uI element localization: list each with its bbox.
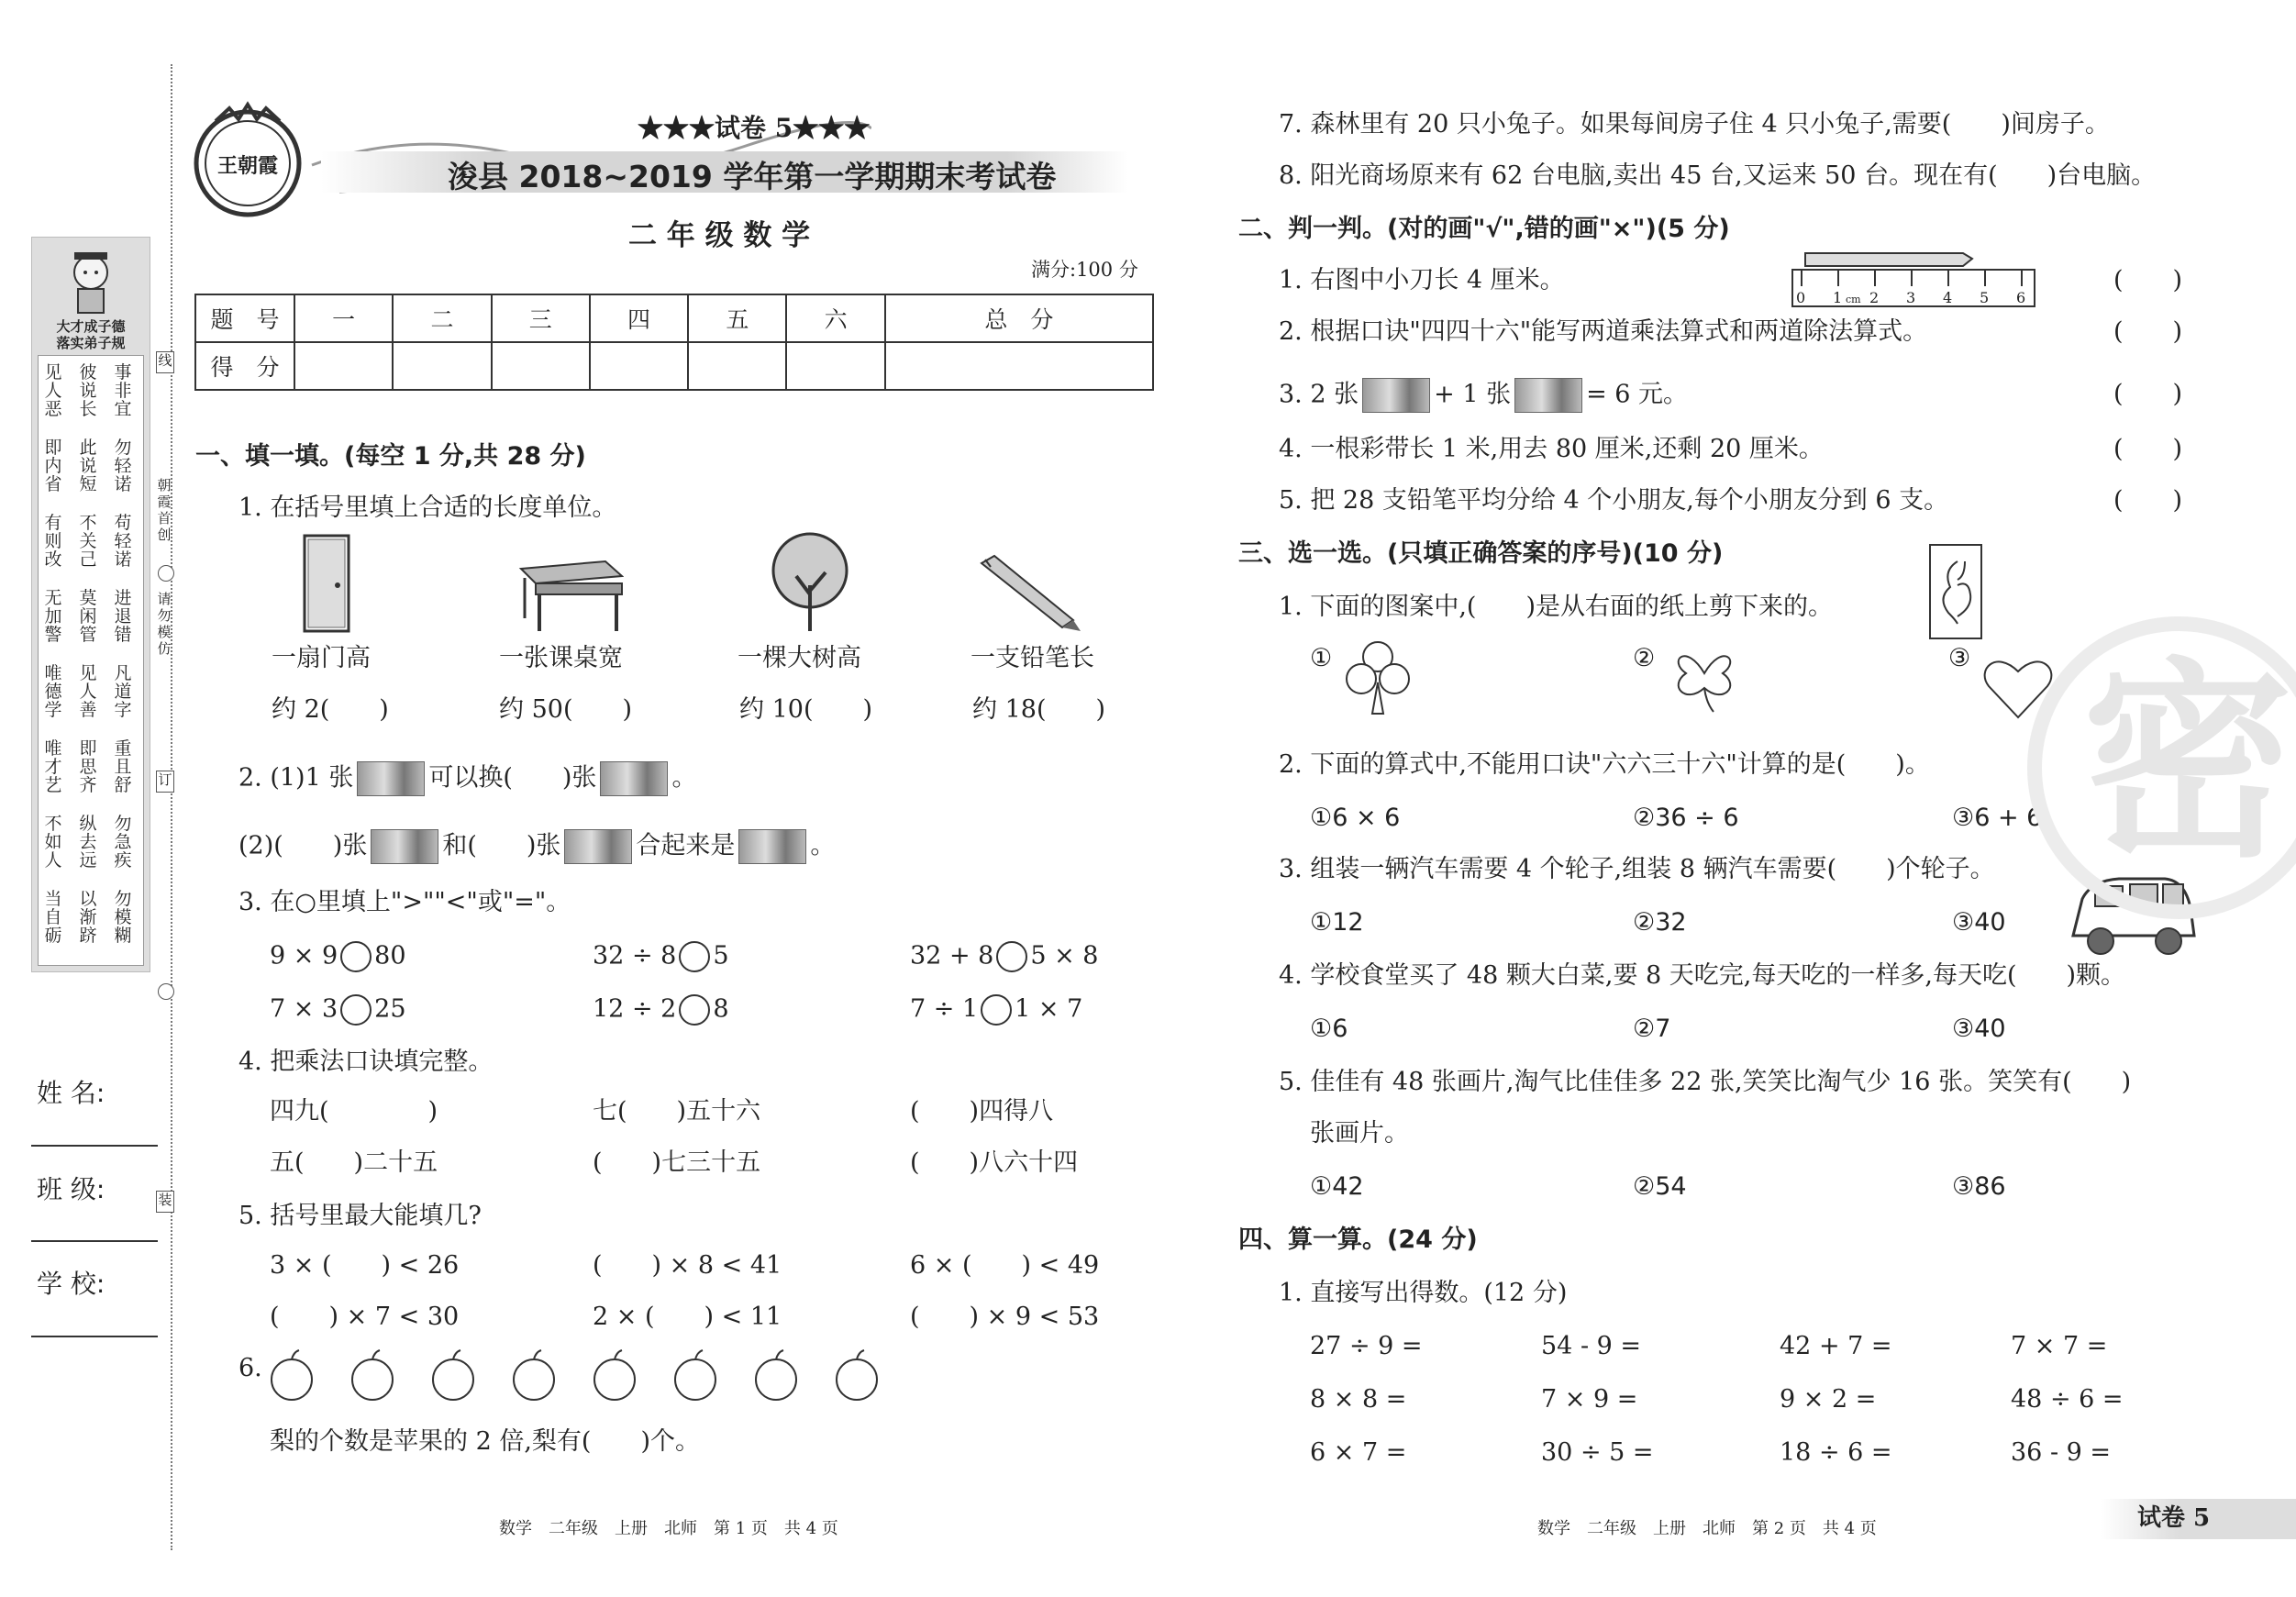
score-cell[interactable] [294,342,393,390]
compare-left: 12 ÷ 2 [593,994,677,1024]
ruler-unit: cm [1846,294,1861,305]
school-field[interactable] [31,1336,158,1337]
judge-blank[interactable]: ( ) [2113,486,2183,515]
calc-item[interactable]: 7 × 9 = [1541,1385,1638,1414]
poem-col: 莫闲管 [79,588,97,645]
compare-item [593,941,729,972]
class-label: 班 级: [37,1174,105,1204]
ruler-number: 2 [1869,289,1880,306]
compare-circle[interactable] [679,994,710,1026]
judge-item: 4. 一根彩带长 1 米,用去 80 厘米,还剩 20 厘米。 [1279,435,1824,463]
answer-blank[interactable]: 2 × ( ) < 11 [593,1303,782,1331]
answer-blank[interactable]: 约 18( ) [972,695,1106,724]
judge-item: 5. 把 28 支铅笔平均分给 4 个小朋友,每个小朋友分到 6 支。 [1279,486,1949,515]
option-label[interactable]: ② [1633,644,1656,672]
desk-icon [514,550,624,633]
table-cell: 六 [786,294,884,342]
score-cell[interactable] [590,342,688,390]
judge-blank[interactable]: ( ) [2113,435,2183,463]
answer-blank[interactable]: 约 50( ) [499,695,633,724]
banknote-20-icon [371,829,438,864]
poem-col: 彼说长 [79,362,97,419]
question-text[interactable]: 3. 组装一辆汽车需要 4 个轮子,组装 8 辆汽车需要( )个轮子。 [1279,855,1995,883]
calc-item[interactable]: 18 ÷ 6 = [1780,1438,1892,1467]
poem-col: 事非宜 [114,362,132,419]
apple-icon [675,1350,715,1400]
option-label[interactable]: ③6 + 6 [1952,804,2043,832]
ruler-number: 1 [1833,289,1843,306]
compare-item [910,941,1098,972]
q2-part: 。 [810,831,836,860]
compare-right: 5 [713,941,729,970]
exam-subtitle: 二 年 级 数 学 [628,219,811,252]
calc-item[interactable]: 36 - 9 = [2011,1438,2112,1467]
club-shape-icon [1341,637,1414,719]
answer-blank[interactable]: ( ) × 9 < 53 [910,1303,1100,1331]
compare-left: 7 ÷ 1 [910,994,979,1024]
score-cell[interactable] [885,342,1153,390]
section-heading: 二、判一判。(对的画"√",错的画"×")(5 分) [1238,215,1730,243]
compare-item [270,941,406,972]
school-label: 学 校: [37,1269,105,1299]
q2-part: 2. (1)1 张 [238,763,354,793]
compare-circle[interactable] [996,941,1027,972]
table-cell: 得 分 [195,342,294,390]
poem-col: 勿轻诺 [114,438,132,494]
poem-col: 勿模糊 [114,889,132,946]
score-cell[interactable] [492,342,590,390]
section-heading: 四、算一算。(24 分) [1238,1225,1478,1254]
table-cell: 三 [492,294,590,342]
score-cell[interactable] [786,342,884,390]
judge-item: 1. 右图中小刀长 4 厘米。 [1279,266,1565,294]
table-row [195,342,1153,390]
tree-icon [769,530,851,635]
question-text[interactable]: 2. 下面的算式中,不能用口诀"六六三十六"计算的是( )。 [1279,750,1930,779]
exam-title: 浚县 2018~2019 学年第一学期期末考试卷 [448,159,1057,194]
sidebar-heading: 大才成子德 落实弟子规 [56,318,126,351]
option-label[interactable]: ①6 × 6 [1310,804,1401,832]
logo-text: 王朝霞 [216,154,279,178]
compare-circle[interactable] [340,994,372,1026]
score-table [194,294,1154,391]
banknote-50-icon [738,829,806,864]
compare-circle[interactable] [679,941,710,972]
apple-icon [594,1350,635,1400]
question-text: 5. 括号里最大能填几? [238,1202,482,1230]
banknote-10-icon [600,761,668,796]
table-cell: 总 分 [885,294,1153,342]
option-label[interactable]: ②7 [1633,1015,1671,1043]
poem-col: 重且舒 [114,738,132,795]
banknote-2-icon [1362,378,1430,413]
compare-circle[interactable] [340,941,372,972]
calc-item[interactable]: 9 × 2 = [1780,1385,1877,1414]
binding-hole-icon [158,983,174,1000]
compare-right: 25 [374,994,406,1024]
compare-right: 1 × 7 [1015,994,1083,1024]
apple-icon [433,1350,473,1400]
poem-col: 有则改 [44,513,62,570]
binding-note: 请勿模仿 [157,591,172,657]
judge-item [1279,378,1688,413]
calc-item[interactable]: 30 ÷ 5 = [1541,1438,1654,1467]
name-field[interactable] [31,1145,158,1147]
option-label[interactable]: ②54 [1633,1172,1687,1201]
full-score: 满分:100 分 [1031,259,1138,281]
binding-note: 朝霞首创 [157,477,172,543]
poem-col: 勿急疾 [114,814,132,871]
question-text[interactable]: 1. 下面的图案中,( )是从右面的纸上剪下来的。 [1279,593,1833,621]
paper-number-label: 试卷 5 [2137,1504,2211,1532]
apple-icon [514,1350,554,1400]
item-label: 一扇门高 [272,644,371,672]
compare-circle[interactable] [981,994,1012,1026]
option-label[interactable]: ③40 [1952,908,2006,937]
ruler-number: 6 [2016,289,2026,306]
table-cell: 二 [393,294,491,342]
question-text[interactable]: 5. 佳佳有 48 张画片,淘气比佳佳多 22 张,笑笑比淘气少 16 张。笑笑有( ) [1279,1068,2132,1096]
sidebar-panel [31,237,150,972]
judge-text: 3. 2 张 [1279,380,1359,409]
marker-text: 线 [158,352,172,369]
publisher-logo [188,101,307,220]
item-label: 一支铅笔长 [971,644,1094,672]
poem-col: 以渐跻 [79,889,97,946]
compare-right: 5 × 8 [1030,941,1099,970]
calc-item[interactable]: 7 × 7 = [2011,1332,2108,1360]
answer-blank[interactable]: 七( )五十六 [593,1097,761,1126]
answer-blank[interactable]: 五( )二十五 [270,1148,438,1177]
option-label[interactable]: ③40 [1952,1015,2006,1043]
question-text[interactable]: 4. 学校食堂买了 48 颗大白菜,要 8 天吃完,每天吃的一样多,每天吃( )颗。 [1279,961,2126,990]
question-text: 3. 在○里填上">""<"或"="。 [238,888,571,916]
question-text [238,829,835,864]
apple-icon [756,1350,796,1400]
answer-blank[interactable]: 约 2( ) [272,695,389,724]
page-footer: 数学 二年级 上册 北师 第 1 页 共 4 页 [499,1519,838,1538]
class-field[interactable] [31,1240,158,1242]
question-text[interactable]: 8. 阳光商场原来有 62 台电脑,卖出 45 台,又运来 50 台。现在有( )台电脑。 [1279,161,2157,190]
item-label: 一张课桌宽 [499,644,623,672]
poem-col: 凡道字 [114,663,132,720]
score-cell[interactable] [393,342,491,390]
compare-item [593,994,729,1026]
binding-dotted-line [171,64,172,1550]
compare-left: 7 × 3 [270,994,338,1024]
answer-blank[interactable]: 3 × ( ) < 26 [270,1251,460,1280]
answer-blank[interactable]: ( ) × 8 < 41 [593,1251,782,1280]
binding-marker [156,351,174,373]
answer-blank[interactable]: ( )四得八 [910,1097,1054,1126]
poem-col: 唯德学 [44,663,62,720]
compare-item [910,994,1082,1026]
calc-item[interactable]: 42 + 7 = [1780,1332,1892,1360]
scholar-cartoon-icon [54,245,128,318]
option-label[interactable]: ①12 [1310,908,1364,937]
option-label[interactable]: ①6 [1310,1015,1348,1043]
option-label[interactable]: ③86 [1952,1172,2006,1201]
option-label[interactable]: ①42 [1310,1172,1364,1201]
banknote-50-icon [357,761,425,796]
judge-blank[interactable]: ( ) [2113,317,2183,346]
answer-blank[interactable]: 四九( ) [270,1097,438,1126]
table-cell: 四 [590,294,688,342]
banknote-5-icon [564,829,632,864]
judge-text: + 1 张 [1434,380,1512,409]
calc-item[interactable]: 8 × 8 = [1310,1385,1407,1414]
poem-col: 当自砺 [44,889,62,946]
q2-part: 。 [671,763,697,793]
question-text [238,761,696,796]
question-text: 张画片。 [1310,1119,1409,1148]
q2-part[interactable]: 和( )张 [442,831,561,860]
apples-row [268,1348,910,1403]
item-label: 一棵大树高 [738,644,861,672]
binding-marker [156,1191,174,1213]
section-heading: 三、选一选。(只填正确答案的序号)(10 分) [1238,539,1724,568]
compare-left: 32 ÷ 8 [593,941,677,970]
option-label[interactable]: ②32 [1633,908,1687,937]
option-label[interactable]: ① [1310,644,1333,672]
ruler-icon [1789,250,2038,310]
compare-right: 8 [713,994,729,1024]
table-cell: 题 号 [195,294,294,342]
paper-badge: ★★★试卷 5★★★ [638,113,871,143]
table-row [195,294,1153,342]
q2-part[interactable]: 可以换( )张 [428,763,597,793]
answer-blank[interactable]: ( )八六十四 [910,1148,1079,1177]
answer-blank[interactable]: ( )七三十五 [593,1148,761,1177]
poem-col: 此说短 [79,438,97,494]
option-label[interactable]: ③ [1948,644,1971,672]
poem-col: 苟轻诺 [114,513,132,570]
shamrock-shape-icon [1658,633,1750,715]
name-label: 姓 名: [37,1078,105,1108]
compare-right: 80 [374,941,406,970]
poem-col: 即内省 [44,438,62,494]
compare-left: 32 + 8 [910,941,994,970]
answer-blank[interactable]: ( ) × 7 < 30 [270,1303,460,1331]
poem-col: 不关己 [79,513,97,570]
calc-item[interactable]: 48 ÷ 6 = [2011,1385,2124,1414]
question-text: 4. 把乘法口诀填完整。 [238,1048,494,1076]
marker-text: 装 [158,1192,172,1208]
poem-col: 纵去远 [79,814,97,871]
judge-text: = 6 元。 [1586,380,1689,409]
poem-col: 即思齐 [79,738,97,795]
answer-blank[interactable]: 约 10( ) [739,695,873,724]
section-heading: 一、填一填。(每空 1 分,共 28 分) [195,442,586,471]
question-text[interactable]: 7. 森林里有 20 只小兔子。如果每间房子住 4 只小兔子,需要( )间房子。 [1279,110,2110,139]
poem-col: 无加警 [44,588,62,645]
q2-part: 合起来是 [636,831,736,860]
poem-col: 进退错 [114,588,132,645]
judge-item: 2. 根据口诀"四四十六"能写两道乘法算式和两道除法算式。 [1279,317,1928,346]
q2-part[interactable]: (2)( )张 [238,831,368,860]
score-cell[interactable] [688,342,786,390]
question-text: 1. 直接写出得数。(12 分) [1279,1279,1568,1307]
banknote-1-icon [1514,378,1582,413]
judge-blank[interactable]: ( ) [2113,266,2183,294]
binding-marker [156,771,174,793]
poem-col: 唯才艺 [44,738,62,795]
question-number: 6. [238,1354,262,1382]
ruler-number: 5 [1980,289,1990,306]
marker-text: 订 [158,771,172,788]
compare-item [270,994,406,1026]
ruler-number: 4 [1943,289,1953,306]
judge-blank[interactable]: ( ) [2113,380,2183,408]
poem-col: 见人恶 [44,362,62,419]
table-cell: 五 [688,294,786,342]
calc-item[interactable]: 54 - 9 = [1541,1332,1642,1360]
question-text: 1. 在括号里填上合适的长度单位。 [238,494,617,522]
apple-icon [837,1350,877,1400]
compare-left: 9 × 9 [270,941,338,970]
poem-col: 不如人 [44,814,62,871]
table-cell: 一 [294,294,393,342]
ruler-number: 0 [1796,289,1806,306]
question-text[interactable]: 梨的个数是苹果的 2 倍,梨有( )个。 [270,1427,700,1456]
calc-item[interactable]: 27 ÷ 9 = [1310,1332,1423,1360]
ruler-number: 3 [1906,289,1916,306]
option-label[interactable]: ②36 ÷ 6 [1633,804,1739,832]
apple-icon [272,1350,312,1400]
page-footer: 数学 二年级 上册 北师 第 2 页 共 4 页 [1537,1519,1877,1538]
door-icon [299,532,354,635]
calc-item[interactable]: 6 × 7 = [1310,1438,1407,1467]
binding-hole-icon [158,565,174,582]
stamp-text: 密 [2082,641,2294,886]
poem-col: 见人善 [79,663,97,720]
answer-blank[interactable]: 6 × ( ) < 49 [910,1251,1100,1280]
apple-icon [352,1350,393,1400]
poem-box [38,355,144,966]
folded-paper-icon [1928,543,1983,640]
pencil-icon [972,550,1082,633]
